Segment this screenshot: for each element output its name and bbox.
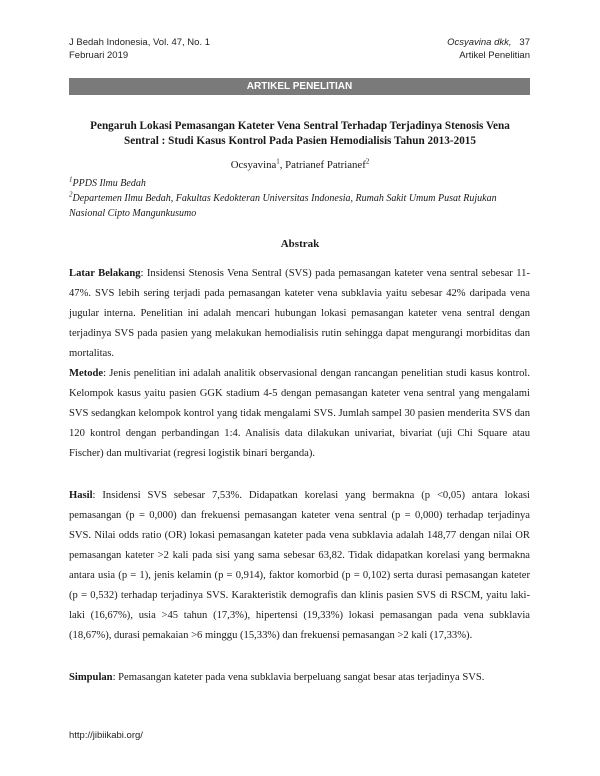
results-text: : Insidensi SVS sebesar 7,53%. Didapatkan korelasi yang bermakna (p <0,05) antara lokasi pemasangan (p = 0,000) dan frekuensi pemasangan kateter vena sentral (p = 0,000) terhadap terjadinya SVS. Nilai odds ratio (OR) lokasi pemasangan kateter pada vena subklavia adalah 148,77 dengan nilai OR pemasangan kateter >2 kali pada sisi yang sama sebesar 63,82. Tidak didapatkan korelasi yang bermakna antara usia (p = 1), jenis kelamin (p = 0,914), faktor komorbid (p = 0,102) serta durasi pemasangan kateter (p = 0,532) terhadap terjadinya SVS. Karakteristik demografis dan klinis pasien SVS di RSCM, yaitu laki-laki (16,67%), usia >45 tahun (17,3%), hipertensi (19,33%) lokasi pemasangan pada vena subklavia (18,67%), durasi pemakaian >6 minggu (15,33%) dan frekuensi pemasangan >2 kali (17,33%).	[69, 490, 530, 641]
author-short: Ocsyavina dkk,	[447, 37, 512, 48]
conclusion-text: : Pemasangan kateter pada vena subklavia berpeluang sangat besar atas terjadinya SVS.	[112, 672, 485, 683]
author-2-affiliation: 2	[365, 157, 370, 166]
author-1: Ocsyavina	[230, 159, 277, 171]
section-banner: ARTIKEL PENELITIAN	[69, 78, 530, 95]
abstract-background	[69, 264, 530, 364]
page-author-line	[447, 36, 530, 49]
article-type: Artikel Penelitian	[459, 50, 530, 61]
background-label: Latar Belakang	[69, 268, 141, 279]
affiliation-1	[69, 177, 530, 192]
affiliation-1-number: 1	[69, 175, 73, 184]
methods-label: Metode	[69, 368, 104, 379]
publication-date: Februari 2019	[69, 50, 129, 61]
affiliation-1-text: PPDS Ilmu Bedah	[72, 178, 146, 189]
author-1-affiliation: 1	[276, 157, 280, 166]
affiliation-2-number: 2	[69, 190, 73, 199]
author-2: Patrianef Patrianef	[285, 159, 366, 171]
paper-title: Pengaruh Lokasi Pemasangan Kateter Vena Sentral Terhadap Terjadinya Stenosis Vena Sentral : Studi Kasus Kontrol Pada Pasien Hemodialisis Tahun 2013-2015	[90, 120, 510, 147]
affiliation-2-text: Departemen Ilmu Bedah, Fakultas Kedokteran Universitas Indonesia, Rumah Sakit Umum Pusat Rujukan Nasional Cipto Mangunkusumo	[69, 193, 497, 219]
conclusion-label: Simpulan	[69, 672, 113, 683]
abstract-methods	[69, 364, 530, 464]
running-header-right	[447, 36, 530, 62]
abstract-conclusion	[69, 668, 530, 688]
background-text: : Insidensi Stenosis Vena Sentral (SVS) pada pemasangan kateter vena sentral sebesar 11-47%. SVS lebih sering terjadi pada pemasangan kateter vena subklavia yaitu sebesar 42% daripada vena jugular interna. Penelitian ini adalah mencari hubungan lokasi pemasangan kateter vena sentral dengan terjadinya SVS pada pasien yang melakukan hemodialisis rutin sehingga dapat mengurangi morbiditas dan mortalitas.	[69, 268, 530, 359]
abstract-results	[69, 486, 530, 646]
results-label: Hasil	[69, 490, 93, 501]
running-header-left	[69, 36, 210, 62]
abstract-heading: Abstrak	[280, 238, 320, 250]
methods-text: : Jenis penelitian ini adalah analitik observasional dengan rancangan penelitian studi kasus kontrol. Kelompok kasus yaitu pasien GGK stadium 4-5 dengan pemasangan kateter vena sentral yang mengalami SVS sedangkan kelompok kontrol yang tidak mengalami SVS. Jumlah sampel 30 pasien menderita SVS dan 120 kontrol dengan perbandingan 1:4. Analisis data dilakukan univariat, bivariat (uji Chi Square atau Fischer) dan multivariat (regresi logistik binari berganda).	[69, 368, 530, 459]
page-number: 37	[519, 37, 530, 48]
footer-url[interactable]: http://jibiikabi.org/	[69, 730, 143, 741]
journal-citation: J Bedah Indonesia, Vol. 47, No. 1	[69, 37, 211, 48]
affiliation-2	[69, 192, 530, 221]
author-line	[0, 158, 600, 172]
author-separator: ,	[279, 159, 286, 171]
